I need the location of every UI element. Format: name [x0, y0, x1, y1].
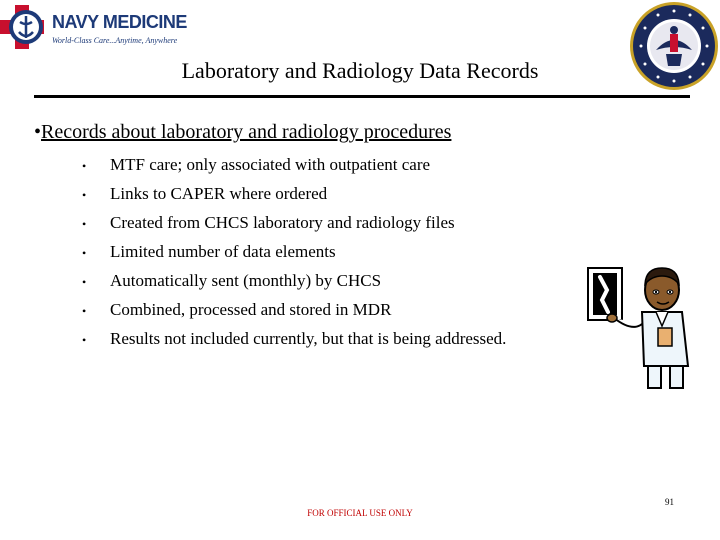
bullet-marker: • [82, 159, 87, 173]
bullet-marker: • [82, 333, 87, 347]
doctor-xray-icon [584, 262, 694, 390]
bullet-marker: • [82, 275, 87, 289]
list-item-text: Automatically sent (monthly) by CHCS [110, 271, 382, 290]
bullet-marker: • [82, 217, 87, 231]
list-item-text: Combined, processed and stored in MDR [110, 300, 392, 319]
page-number: 91 [665, 497, 674, 507]
main-bullet-marker: • [34, 121, 42, 143]
navy-medicine-logo [0, 0, 187, 56]
list-item-text: Limited number of data elements [110, 242, 336, 261]
list-item-text: Results not included currently, but that is being addressed. [110, 329, 507, 348]
list-item [82, 208, 506, 237]
bullet-marker: • [82, 246, 87, 260]
list-item [82, 266, 506, 295]
sub-bullet-list [82, 150, 506, 353]
slide-title: Laboratory and Radiology Data Records [181, 58, 539, 83]
main-bullet-point [34, 121, 451, 144]
classification-footer: FOR OFFICIAL USE ONLY [307, 508, 413, 518]
brand-tagline: World-Class Care...Anytime, Anywhere [52, 36, 178, 45]
list-item-text: Created from CHCS laboratory and radiology files [110, 213, 455, 232]
list-item [82, 179, 506, 208]
doctor-xray-clipart [584, 262, 694, 390]
bullet-marker: • [82, 304, 87, 318]
list-item [82, 237, 506, 266]
list-item [82, 324, 506, 353]
list-item-text: Links to CAPER where ordered [110, 184, 328, 203]
brand-name: NAVY MEDICINE [52, 12, 187, 32]
bullet-marker: • [82, 188, 87, 202]
list-item [82, 295, 506, 324]
main-bullet-text: Records about laboratory and radiology procedures [41, 121, 452, 143]
navy-medicine-emblem-icon [0, 0, 52, 56]
title-divider [34, 95, 690, 98]
list-item [82, 150, 506, 179]
list-item-text: MTF care; only associated with outpatient care [110, 155, 431, 174]
